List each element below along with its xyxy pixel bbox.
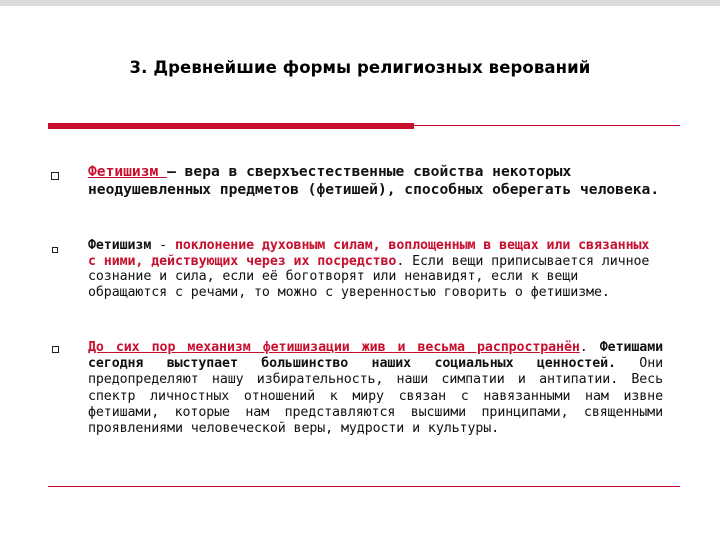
list-item-2 (88, 238, 663, 301)
bullet-2-icon (52, 247, 58, 253)
top-strip (0, 0, 720, 6)
title-rule-thick (48, 123, 414, 129)
bottom-rule (48, 486, 680, 487)
item-3-rest: Они предопределяют нашу избирательность, наши симпатии и антипатии. Весь спектр личностных отношений к миру связан с навязанными нам извне фетишами, которые нам представляются высшими принципами, священными проявлениями человеческой веры, мудрости и культуры. (88, 356, 664, 437)
item-3-bold: Фетишами сегодня выступает большинство наших социальных ценностей. (88, 340, 664, 372)
item-1-definition: – вера в сверхъестественные свойства некоторых неодушевленных предметов (фетишей), способных оберегать человека. (88, 163, 660, 198)
bullet-1-icon (51, 172, 59, 180)
item-3-sep: . (579, 340, 600, 355)
list-item-1 (88, 163, 663, 198)
list-item-3 (88, 340, 663, 437)
item-1-term: Фетишизм (88, 163, 168, 180)
bullet-3-icon (52, 346, 59, 353)
item-3-lead: До сих пор механизм фетишизации жив и весьма распространён (88, 340, 580, 355)
item-2-dash: - (151, 238, 175, 253)
item-2-rest: . Если вещи приписывается личное сознание и сила, если её боготворят или ненавидят, если к вещи обращаются с речами, то можно с уверенностью говорить о фетишизме. (88, 253, 650, 301)
item-2-term: Фетишизм (88, 238, 152, 253)
slide-title: 3. Древнейшие формы религиозных верований (129, 58, 591, 77)
item-2-definition: поклонение духовным силам, воплощенным в вещах или связанных с ними, действующих через их посредство (88, 238, 650, 269)
